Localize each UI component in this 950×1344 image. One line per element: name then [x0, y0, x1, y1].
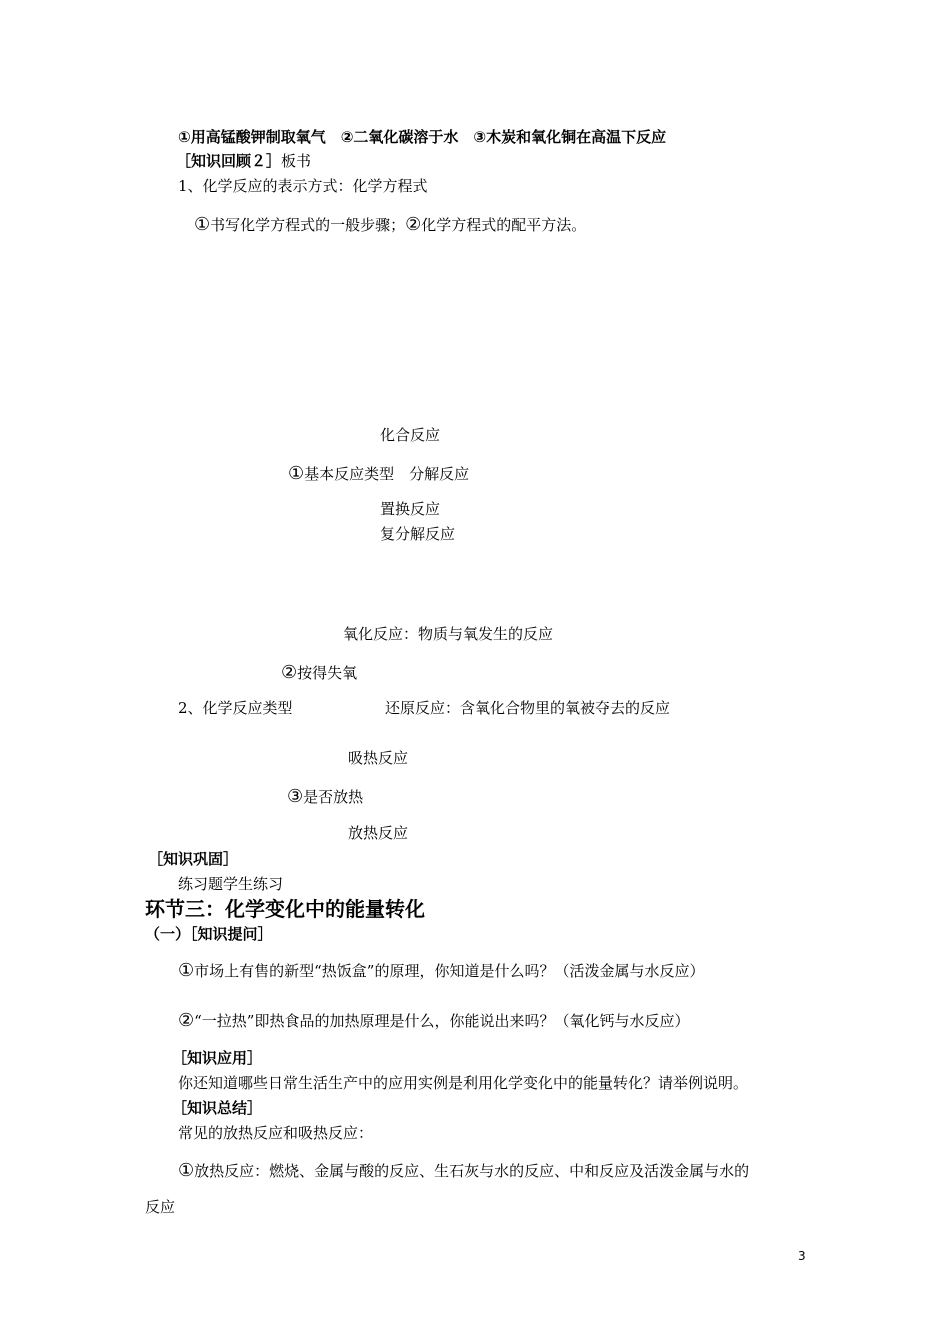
- equation-steps-text: 书写化学方程式的一般步骤；: [210, 216, 406, 234]
- application-question: 你还知道哪些日常生活生产中的应用实例是利用化学变化中的能量转化？请举例说明。: [178, 1074, 749, 1092]
- oxidation-reaction: 氧化反应：物质与氧发生的反应: [343, 625, 554, 643]
- question-self-heating-food-text: “一拉热”即热食品的加热原理是什么，你能说出来吗？（氧化钙与水反应）: [194, 1012, 690, 1030]
- knowledge-consolidation-heading: ［知识巩固］: [148, 850, 239, 868]
- reduction-reaction: 还原反应：含氧化合物里的氧被夺去的反应: [385, 699, 671, 717]
- basic-reaction-types-text: 基本反应类型 分解反应: [304, 465, 470, 483]
- double-decomposition-reaction: 复分解反应: [380, 525, 456, 543]
- equation-steps: [194, 215, 586, 235]
- by-oxygen-gain-loss: [281, 663, 357, 683]
- blackboard-label: 板书: [281, 152, 312, 170]
- by-oxygen-gain-loss-text: 按得失氧: [297, 664, 358, 682]
- circled-number-3: ③: [287, 786, 304, 807]
- circled-number-1: ①: [194, 214, 211, 235]
- equation-balancing-text: 化学方程式的配平方法。: [421, 216, 587, 234]
- heat-release-criterion: [287, 787, 363, 807]
- circled-number-1: ①: [178, 960, 195, 981]
- practice-exercises: 练习题学生练习: [178, 875, 284, 893]
- question-heat-lunchbox: [178, 961, 704, 981]
- reaction-types-heading: 2、化学反应类型: [178, 699, 293, 717]
- exothermic-examples-text: 放热反应：燃烧、金属与酸的反应、生石灰与水的反应、中和反应及活泼金属与水的: [194, 1162, 750, 1180]
- circled-number-2: ②: [281, 662, 298, 683]
- combination-reaction: 化合反应: [380, 426, 441, 444]
- reaction-representation: 1、化学反应的表示方式：化学方程式: [178, 177, 428, 195]
- knowledge-review-2-heading: [176, 151, 311, 171]
- section-3-title: 环节三：化学变化中的能量转化: [145, 897, 425, 921]
- exothermic-reaction: 放热反应: [348, 824, 409, 842]
- heat-release-criterion-text: 是否放热: [303, 788, 364, 806]
- knowledge-review-2-title: 知识回顾２: [191, 152, 267, 170]
- exothermic-examples-continued: 反应: [145, 1198, 176, 1216]
- bracket-open: ［: [176, 152, 192, 170]
- endothermic-reaction: 吸热反应: [348, 749, 409, 767]
- common-reactions-intro: 常见的放热反应和吸热反应：: [178, 1124, 374, 1142]
- knowledge-question-heading: （一）［知识提问］: [145, 925, 273, 943]
- circled-number-1: ①: [288, 463, 305, 484]
- question-heat-lunchbox-text: 市场上有售的新型“热饭盒”的原理，你知道是什么吗？（活泼金属与水反应）: [194, 962, 705, 980]
- page-number: 3: [798, 1249, 806, 1263]
- question-self-heating-food: [178, 1011, 689, 1031]
- displacement-reaction: 置换反应: [380, 500, 441, 518]
- circled-number-2: ②: [405, 214, 422, 235]
- knowledge-application-heading: ［知识应用］: [172, 1049, 263, 1067]
- basic-reaction-types: [288, 464, 469, 484]
- knowledge-summary-heading: ［知识总结］: [172, 1099, 263, 1117]
- circled-number-1: ①: [178, 1160, 195, 1181]
- circled-number-2: ②: [178, 1010, 195, 1031]
- example-reactions: ①用高锰酸钾制取氧气 ②二氧化碳溶于水 ③木炭和氧化铜在高温下反应: [178, 128, 667, 146]
- exothermic-examples: [178, 1161, 749, 1181]
- bracket-close: ］: [266, 152, 282, 170]
